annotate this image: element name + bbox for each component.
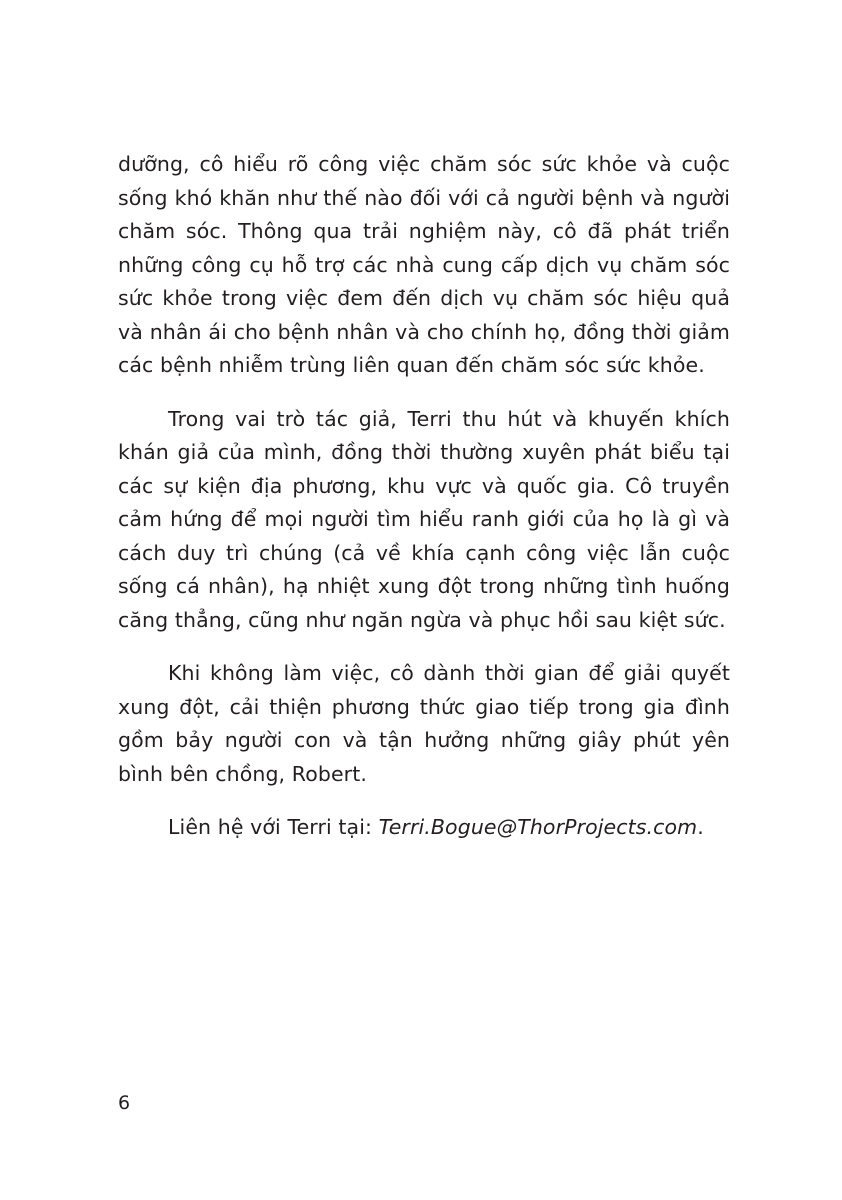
contact-email: Terri.Bogue@ThorProjects.com — [378, 815, 698, 839]
body-text — [118, 148, 730, 845]
contact-lead-text: Liên hệ với Terri tại: — [168, 815, 379, 839]
contact-trailing-punctuation: . — [697, 815, 704, 839]
paragraph-2: Trong vai trò tác giả, Terri thu hút và khuyến khích khán giả của mình, đồng thời thường xuyên phát biểu tại các sự kiện địa phương, khu vực và quốc gia. Cô truyền cảm hứng để mọi người tìm hiểu ranh giới của họ là gì và cách duy trì chúng (cả về khía cạnh công việc lẫn cuộc sống cá nhân), hạ nhiệt xung đột trong những tình huống căng thẳng, cũng như ngăn ngừa và phục hồi sau kiệt sức. — [118, 406, 730, 632]
page-number: 6 — [118, 1092, 131, 1114]
paragraph-3: Khi không làm việc, cô dành thời gian để giải quyết xung đột, cải thiện phương thức giao tiếp trong gia đình gồm bảy người con và tận hưởng những giây phút yên bình bên chồng, Robert. — [118, 661, 730, 786]
contact-line — [118, 811, 730, 845]
paragraph-1: dưỡng, cô hiểu rõ công việc chăm sóc sức khỏe và cuộc sống khó khăn như thế nào đối với cả người bệnh và người chăm sóc. Thông qua trải nghiệm này, cô đã phát triển những công cụ hỗ trợ các nhà cung cấp dịch vụ chăm sóc sức khỏe trong việc đem đến dịch vụ chăm sóc hiệu quả và nhân ái cho bệnh nhân và cho chính họ, đồng thời giảm các bệnh nhiễm trùng liên quan đến chăm sóc sức khỏe. — [118, 152, 730, 377]
